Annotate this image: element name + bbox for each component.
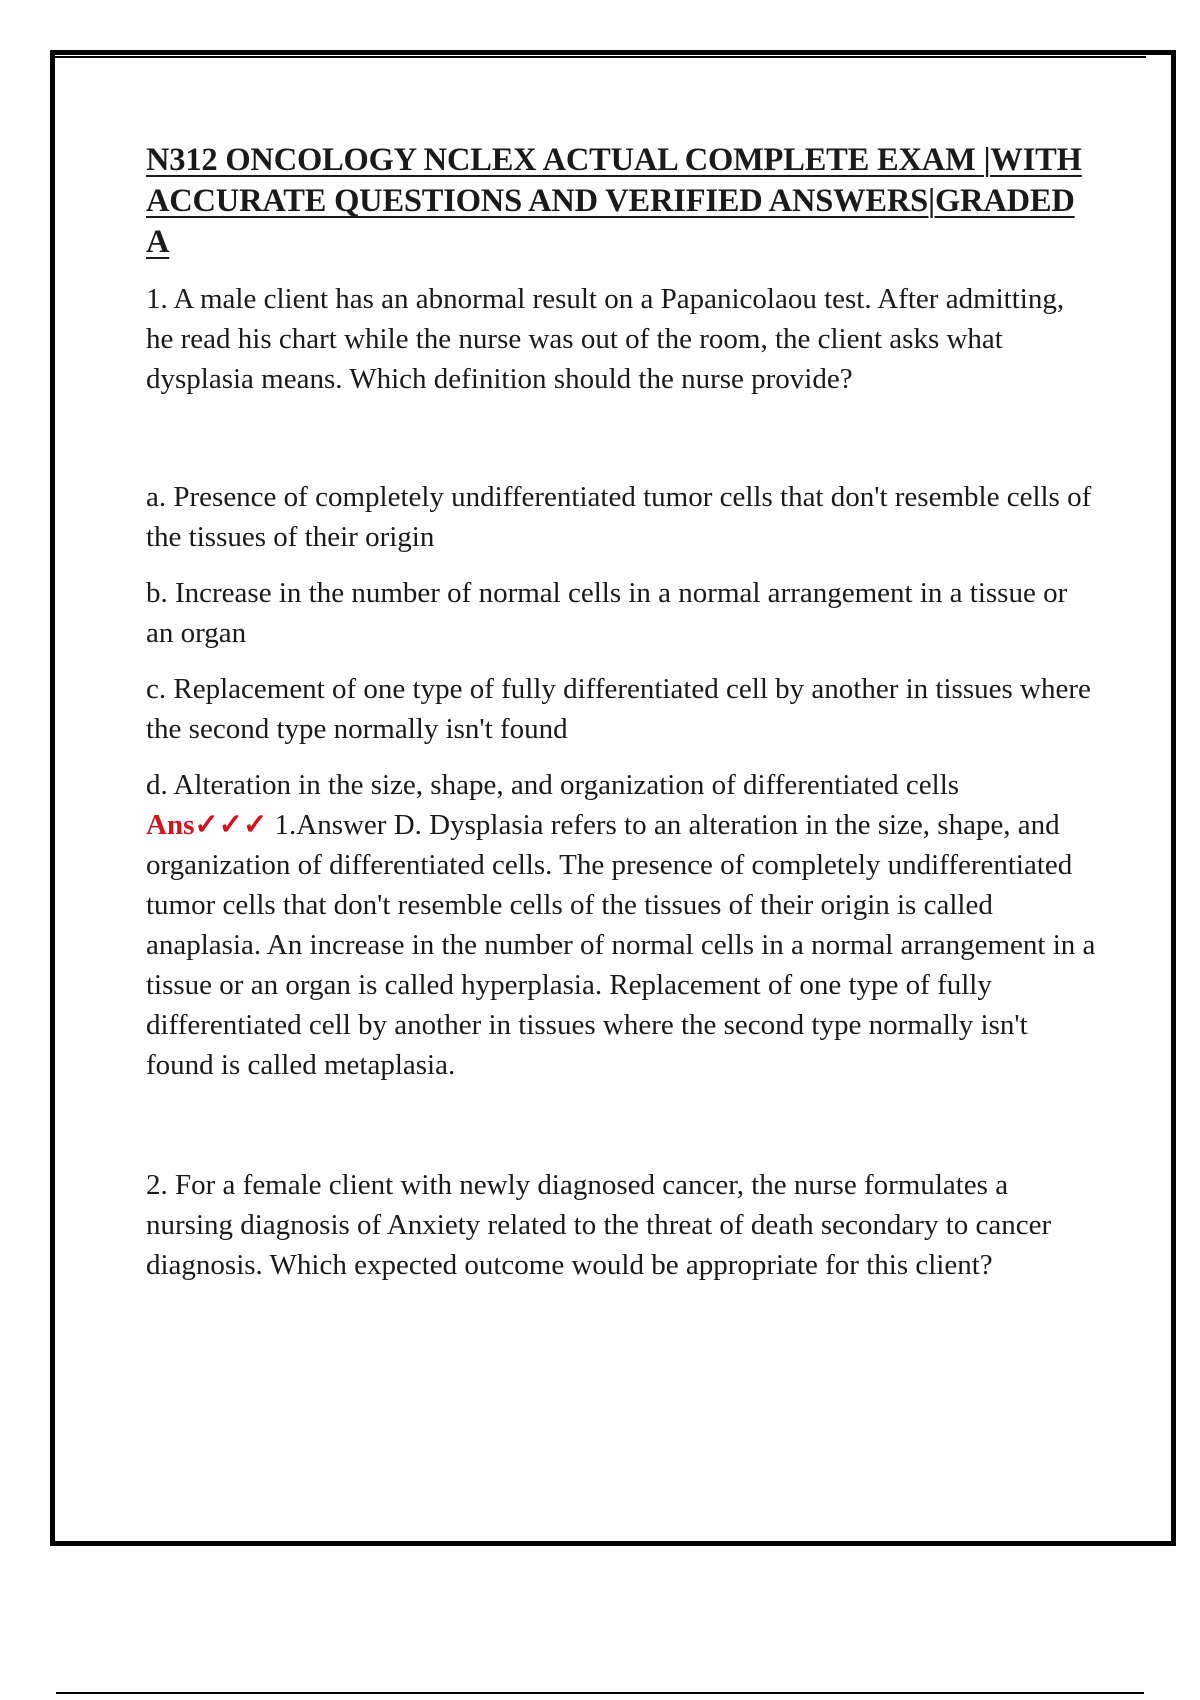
document-title: N312 ONCOLOGY NCLEX ACTUAL COMPLETE EXAM |WITH ACCURATE QUESTIONS AND VERIFIED ANSWERS|GRADED A [146, 142, 1082, 260]
header-rule [50, 56, 1146, 58]
question-1-option-b: b. Increase in the number of normal cells in a normal arrangement in a tissue or an organ [146, 577, 1068, 649]
document-content [146, 140, 1096, 1285]
question-1-option-d: d. Alteration in the size, shape, and organization of differentiated cells [146, 769, 960, 801]
footer-rule [56, 1692, 1144, 1694]
question-1-answer [146, 805, 1096, 1085]
answer-explanation: 1.Answer D. Dysplasia refers to an alteration in the size, shape, and organization of differentiated cells. The presence of completely undifferentiated tumor cells that don't resemble cells of the tissues of their origin is called anaplasia. An increase in the number of normal cells in a normal arrangement in a tissue or an organ is called hyperplasia. Replacement of one type of fully differentiated cell by another in tissues where the second type normally isn't found is called metaplasia. [146, 809, 1096, 1081]
answer-label: Ans [146, 809, 195, 841]
check-mark-icon: ✓✓✓ [194, 809, 268, 841]
question-1-option-c: c. Replacement of one type of fully differentiated cell by another in tissues where the second type normally isn't found [146, 673, 1091, 745]
question-1-stem: 1. A male client has an abnormal result on a Papanicolaou test. After admitting, he read his chart while the nurse was out of the room, the client asks what dysplasia means. Which definition should the nurse provide? [146, 283, 1065, 395]
question-2-stem: 2. For a female client with newly diagnosed cancer, the nurse formulates a nursing diagnosis of Anxiety related to the threat of death secondary to cancer diagnosis. Which expected outcome would be appropriate for this client? [146, 1169, 1052, 1281]
question-1-option-a: a. Presence of completely undifferentiated tumor cells that don't resemble cells of the tissues of their origin [146, 481, 1092, 553]
